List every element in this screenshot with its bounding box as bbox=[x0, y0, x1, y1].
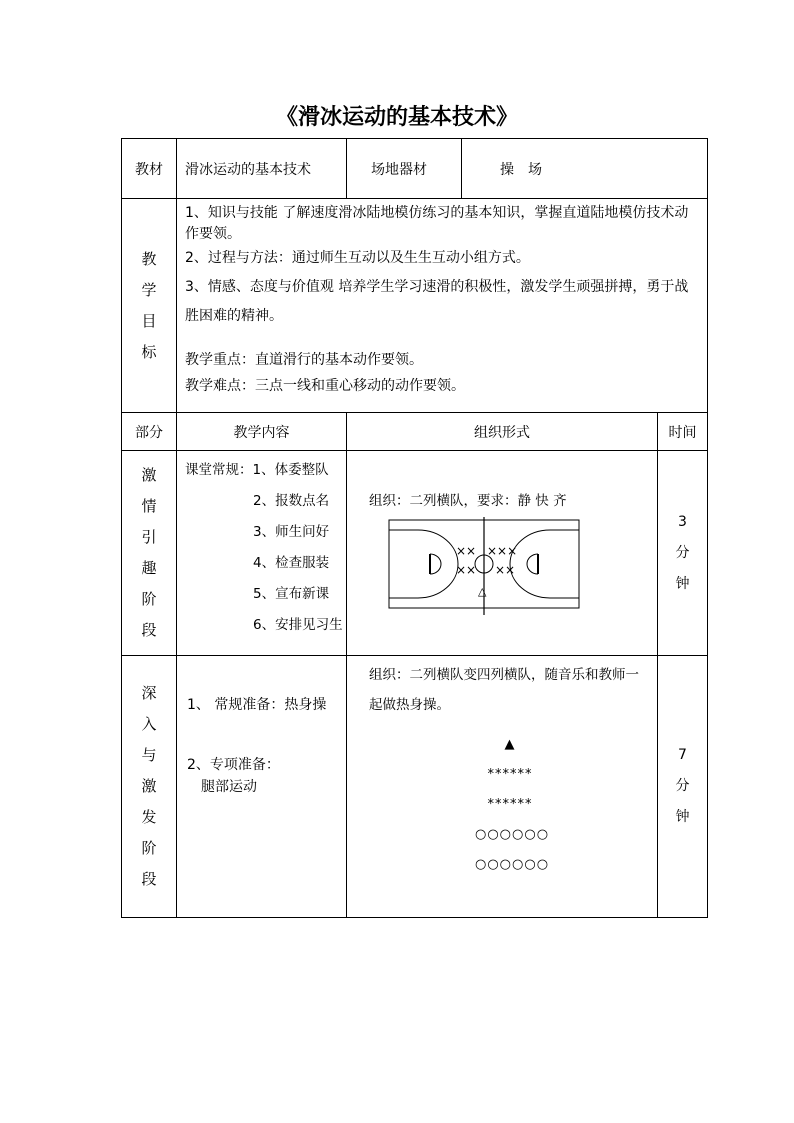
venue-value: 操 场 bbox=[462, 139, 708, 199]
col-time: 时间 bbox=[658, 413, 708, 451]
right-key-arc bbox=[527, 554, 538, 574]
section1-row bbox=[122, 451, 708, 656]
routine-item: 4、检查服装 bbox=[253, 555, 330, 571]
special-prep-title: 2、专项准备： bbox=[187, 757, 280, 773]
column-header-row bbox=[122, 413, 708, 451]
part-char: 与 bbox=[141, 746, 157, 764]
formation-row: ****** bbox=[487, 767, 533, 782]
right-three-point-arc bbox=[510, 530, 579, 598]
warmup-item: 1、 常规准备：热身操 bbox=[187, 697, 327, 713]
col-content: 教学内容 bbox=[177, 413, 347, 451]
students-right-bottom: ×× bbox=[495, 563, 516, 577]
teaching-focus: 教学重点：直道滑行的基本动作要领。 bbox=[185, 352, 423, 368]
section2-row bbox=[122, 656, 708, 918]
time-char: 分 bbox=[675, 778, 690, 794]
objectives-label-char: 目 bbox=[141, 311, 157, 330]
part-char: 趣 bbox=[141, 559, 157, 577]
part-char: 阶 bbox=[141, 839, 157, 857]
part-char: 情 bbox=[141, 497, 157, 515]
left-key-arc bbox=[430, 554, 441, 574]
col-part: 部分 bbox=[122, 413, 177, 451]
section2-content bbox=[177, 656, 347, 918]
special-prep-detail: 腿部运动 bbox=[201, 779, 257, 795]
routine-item: 5、宣布新课 bbox=[253, 586, 330, 602]
part-char: 激 bbox=[141, 466, 157, 484]
objectives-label-char: 标 bbox=[141, 342, 157, 361]
objective-knowledge: 1、知识与技能 了解速度滑冰陆地模仿练习的基本知识，掌握直道陆地模仿技术动作要领。 bbox=[185, 205, 689, 242]
section2-part bbox=[122, 656, 177, 918]
routine-line bbox=[185, 459, 346, 490]
students-left-top: ×× bbox=[456, 544, 477, 558]
part-char: 段 bbox=[141, 621, 157, 639]
col-organization: 组织形式 bbox=[347, 413, 658, 451]
students-left-bottom: ×× bbox=[456, 563, 477, 577]
objectives-label-char: 学 bbox=[141, 280, 157, 299]
lesson-plan-table bbox=[121, 138, 708, 918]
section2-org-text: 组织：二列横队变四列横队，随音乐和教师一起做热身操。 bbox=[369, 667, 639, 713]
routine-item: 6、安排见习生 bbox=[253, 617, 343, 633]
objectives-row bbox=[122, 199, 708, 413]
part-char: 引 bbox=[141, 528, 157, 546]
routine-intro: 课堂常规： bbox=[185, 462, 253, 478]
part-char: 深 bbox=[141, 684, 157, 702]
formation-row: ****** bbox=[487, 797, 533, 812]
part-char: 发 bbox=[141, 808, 157, 826]
formation-teacher: ▲ bbox=[504, 737, 516, 752]
section1-content bbox=[177, 451, 347, 656]
section1-part bbox=[122, 451, 177, 656]
section1-organization bbox=[347, 451, 658, 656]
left-three-point-arc bbox=[389, 530, 458, 598]
time-char: 分 bbox=[675, 544, 690, 561]
objectives-label-char: 教 bbox=[141, 249, 157, 268]
formation-row: ○○○○○○ bbox=[475, 857, 550, 872]
material-label: 教材 bbox=[122, 139, 177, 199]
section1-time bbox=[658, 451, 708, 656]
time-char: 钟 bbox=[675, 809, 690, 825]
teaching-difficulty: 教学难点：三点一线和重心移动的动作要领。 bbox=[185, 378, 465, 394]
part-char: 入 bbox=[141, 715, 157, 733]
objectives-label bbox=[122, 199, 177, 413]
section1-org-text: 组织：二列横队，要求：静 快 齐 bbox=[369, 493, 567, 509]
time-char: 7 bbox=[678, 747, 687, 763]
material-row bbox=[122, 139, 708, 199]
section2-time bbox=[658, 656, 708, 918]
time-char: 3 bbox=[678, 513, 687, 530]
court-diagram bbox=[388, 517, 584, 617]
venue-label: 场地器材 bbox=[347, 139, 462, 199]
students-right-top: ××× bbox=[487, 544, 518, 558]
section2-organization bbox=[347, 656, 658, 918]
objectives-content bbox=[177, 199, 708, 413]
routine-item: 1、体委整队 bbox=[252, 462, 329, 478]
time-char: 钟 bbox=[675, 575, 690, 592]
material-value: 滑冰运动的基本技术 bbox=[177, 139, 347, 199]
routine-item: 3、师生问好 bbox=[253, 524, 330, 540]
teacher-marker: △ bbox=[478, 585, 487, 598]
objective-process: 2、过程与方法：通过师生互动以及生生互动小组方式。 bbox=[185, 250, 530, 266]
part-char: 激 bbox=[141, 777, 157, 795]
routine-item: 2、报数点名 bbox=[253, 493, 330, 509]
part-char: 阶 bbox=[141, 590, 157, 608]
formation-row: ○○○○○○ bbox=[475, 827, 550, 842]
objective-attitude: 3、情感、态度与价值观 培养学生学习速滑的积极性，激发学生顽强拼搏，勇于战胜困难的精神。 bbox=[185, 279, 689, 324]
warmup-formation bbox=[475, 730, 550, 880]
page-title: 《滑冰运动的基本技术》 bbox=[275, 104, 518, 130]
part-char: 段 bbox=[141, 870, 157, 888]
